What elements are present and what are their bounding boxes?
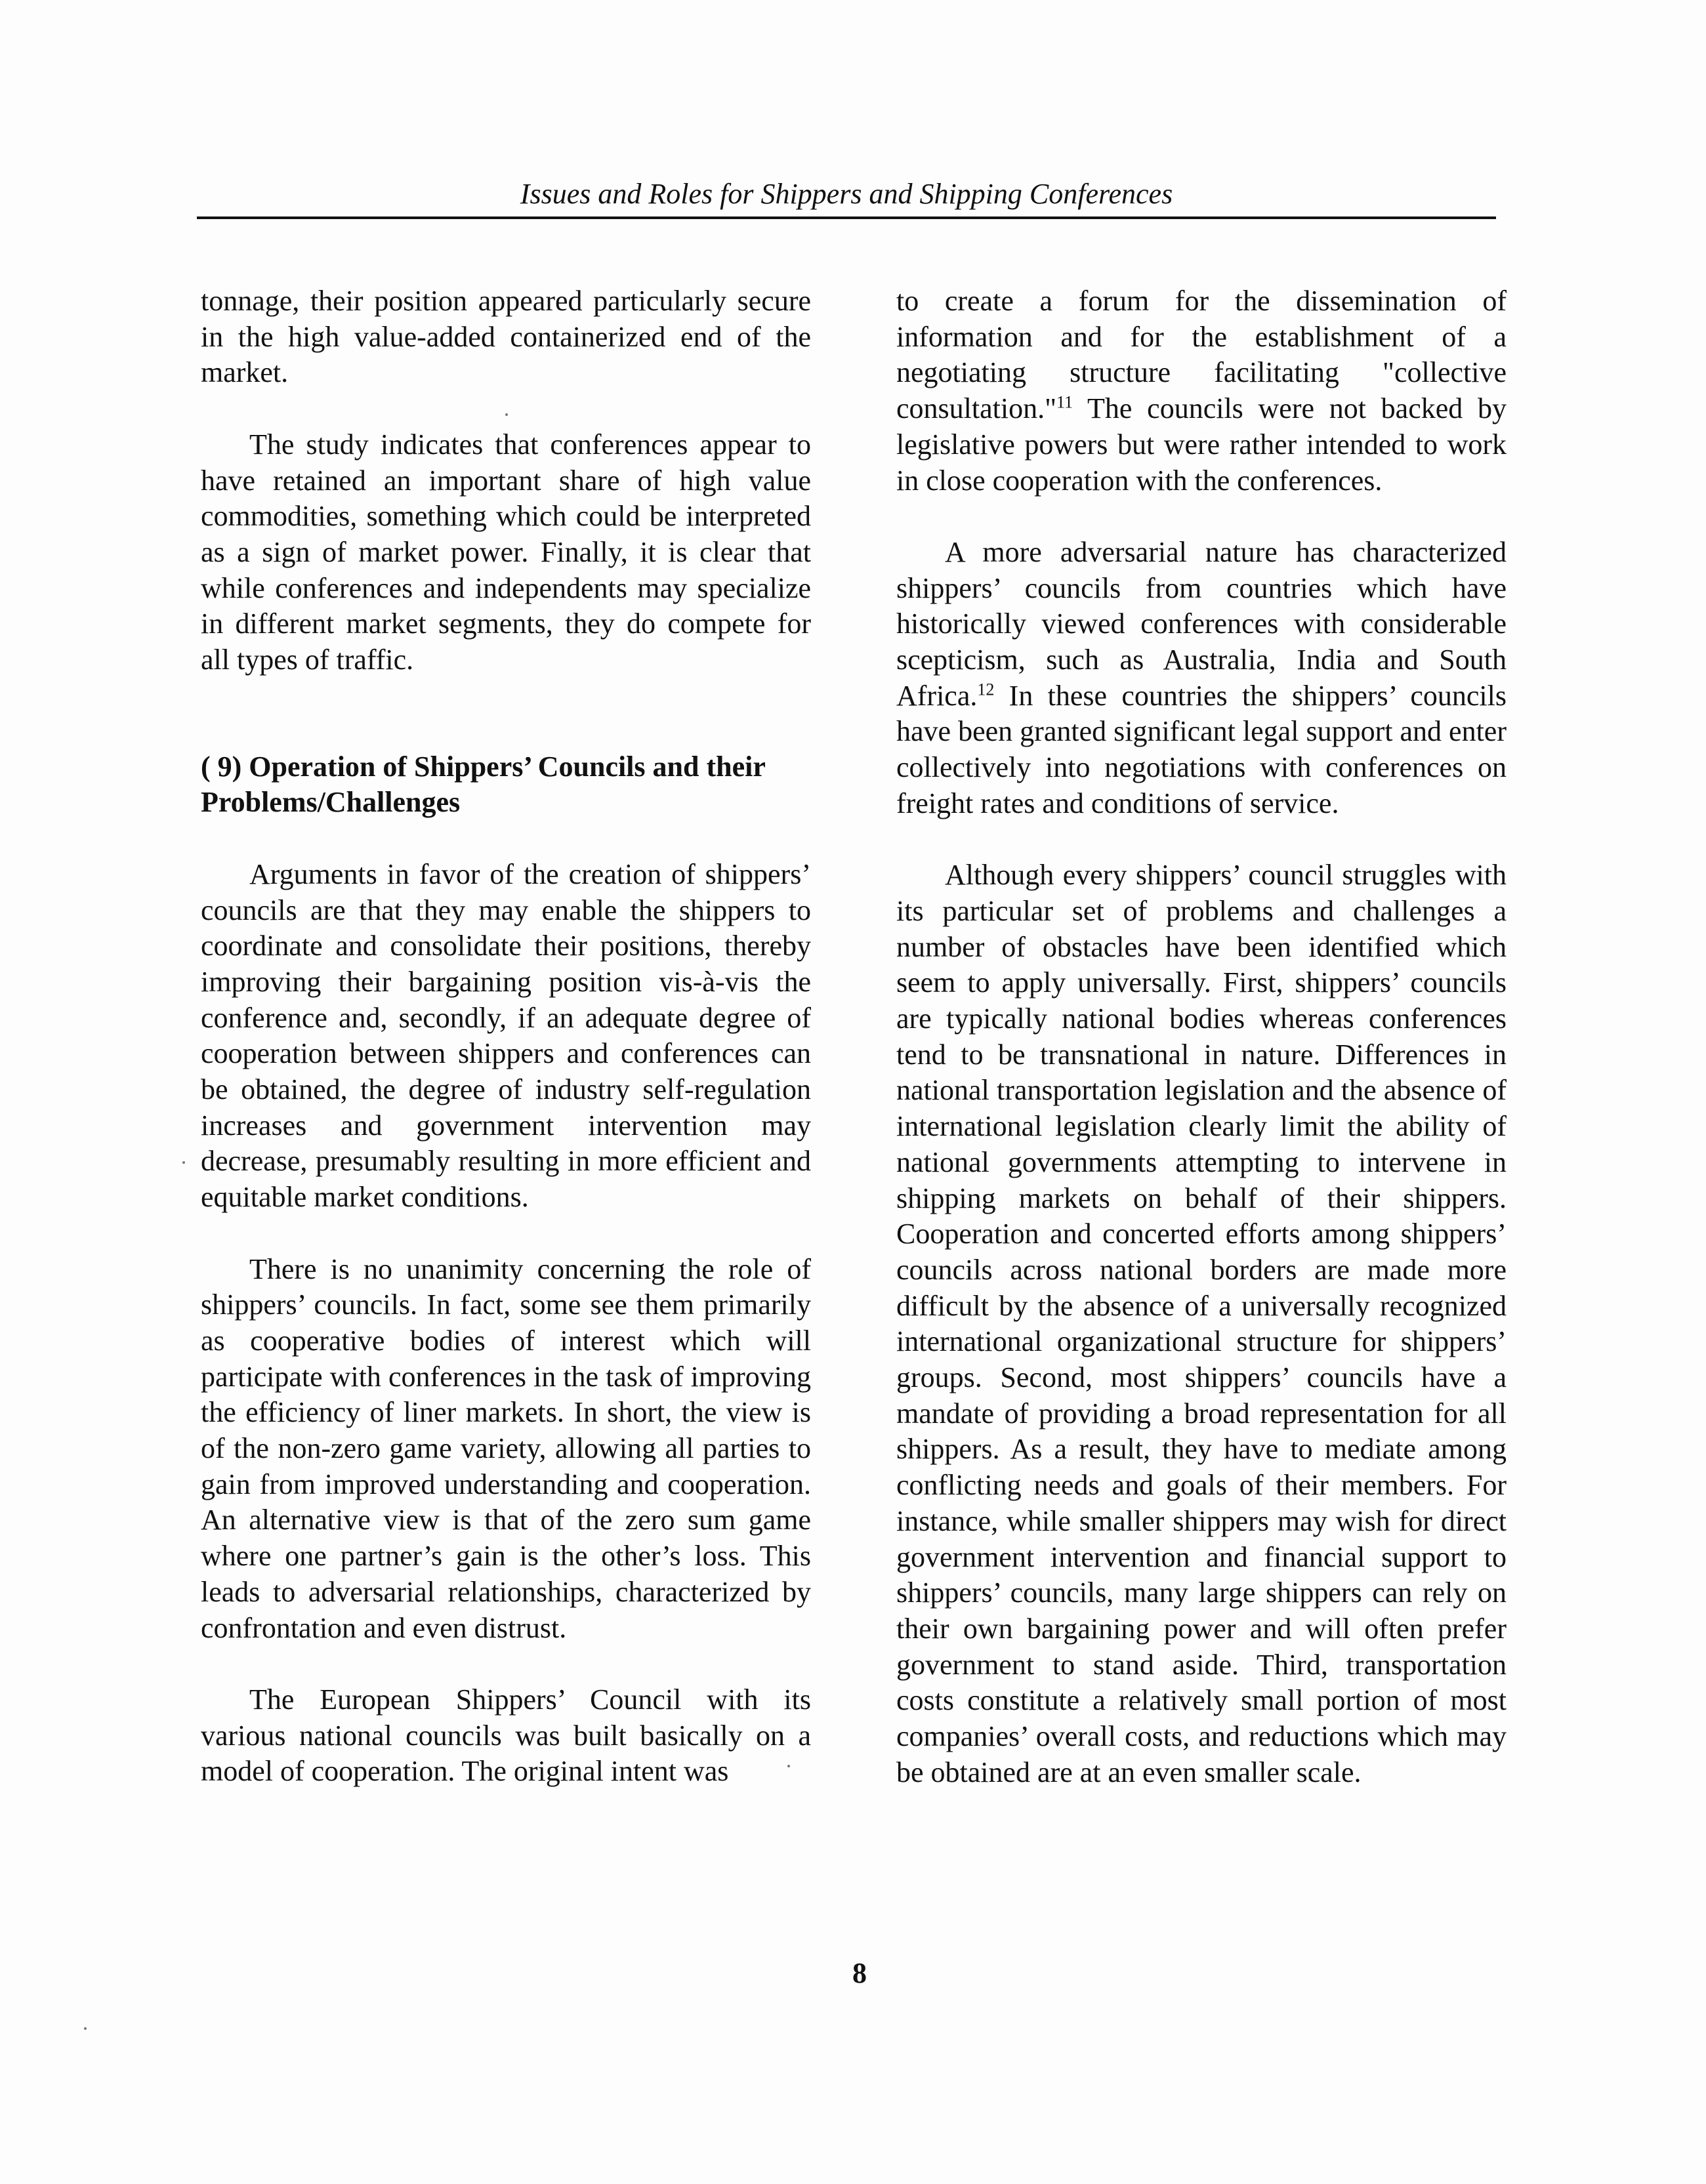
paragraph — [896, 535, 1507, 822]
page-number: 8 — [852, 1957, 867, 1989]
paragraph-text: to create a forum for the dissemination of information and for the establishment of a negotiating structure facilitating "collective consultation." — [896, 285, 1507, 425]
paragraph-text: In these countries the shippers’ councils have been granted significant legal support and enter collectively into negotiations with conferences on freight rates and conditions of service. — [896, 679, 1507, 819]
running-header: Issues and Roles for Shippers and Shipping Conferences — [520, 178, 1173, 210]
paragraph: The study indicates that conferences appear to have retained an important share of high value commodities, something which could be interpreted as a sign of market power. Finally, it is clear that while conferences and independents may specialize in different market segments, they do compete for all types of traffic. — [201, 428, 811, 676]
paragraph-text: The councils were not backed by legislative powers but were rather intended to work in close cooperation with the conferences. — [896, 392, 1507, 497]
scan-speck — [182, 1161, 185, 1164]
footnote-marker: 11 — [1056, 392, 1073, 412]
paragraph: tonnage, their position appeared particularly secure in the high value-added containerized end of the market. — [201, 285, 811, 389]
paragraph-text: A more adversarial nature has characterized shippers’ councils from countries which have historically viewed conferences with considerable scepticism, such as Australia, India and South Africa. — [896, 535, 1507, 712]
paragraph: The European Shippers’ Council with its various national councils was built basically on a model of cooperation. The original intent was — [201, 1683, 811, 1788]
scan-speck — [84, 2027, 87, 2030]
section-heading: ( 9) Operation of Shippers’ Councils and their Problems/Challenges — [201, 750, 766, 819]
paragraph: Although every shippers’ council struggles with its particular set of problems and challenges a number of obstacles have been identified which seem to apply universally. First, shippers’ councils are typically national bodies whereas conferences tend to be transnational in nature. Differences in national transportation legislation and the absence of international legislation clearly limit the ability of national governments attempting to intervene in shipping markets on behalf of their shippers. Cooperation and concerted efforts among shippers’ councils across national borders are made more difficult by the absence of a universally recognized international organizational structure for shippers’ groups. Second, most shippers’ councils have a mandate of providing a broad representation for all shippers. As a result, they have to mediate among conflicting needs and goals of their members. For instance, while smaller shippers may wish for direct government intervention and financial support to shippers’ councils, many large shippers can rely on their own bargaining power and will often prefer government to stand aside. Third, transportation costs constitute a relatively small portion of most companies’ overall costs, and reductions which may be obtained are at an even smaller scale. — [896, 859, 1507, 1788]
paragraph: Arguments in favor of the creation of shippers’ councils are that they may enable the shippers to coordinate and consolidate their positions, thereby improving their bargaining position vis-à-vis the conference and, secondly, if an adequate degree of cooperation between shippers and conferences can be obtained, the degree of industry self-regulation increases and government intervention may decrease, presumably resulting in more efficient and equitable market conditions. — [201, 857, 811, 1214]
footnote-marker: 12 — [977, 680, 995, 699]
header-rule — [197, 216, 1496, 219]
paragraph — [896, 283, 1507, 499]
left-column — [201, 283, 811, 1826]
paragraph: There is no unanimity concerning the role of shippers’ councils. In fact, some see them primarily as cooperative bodies of interest which will participate with conferences in the task of improving the efficiency of liner markets. In short, the view is of the non-zero game variety, allowing all parties to gain from improved understanding and cooperation. An alternative view is that of the zero sum game where one partner’s gain is the other’s loss. This leads to adversarial relationships, characterized by confrontation and even distrust. — [201, 1252, 811, 1644]
right-column — [896, 283, 1507, 1826]
scan-speck — [505, 413, 508, 416]
scan-speck — [787, 1765, 790, 1767]
